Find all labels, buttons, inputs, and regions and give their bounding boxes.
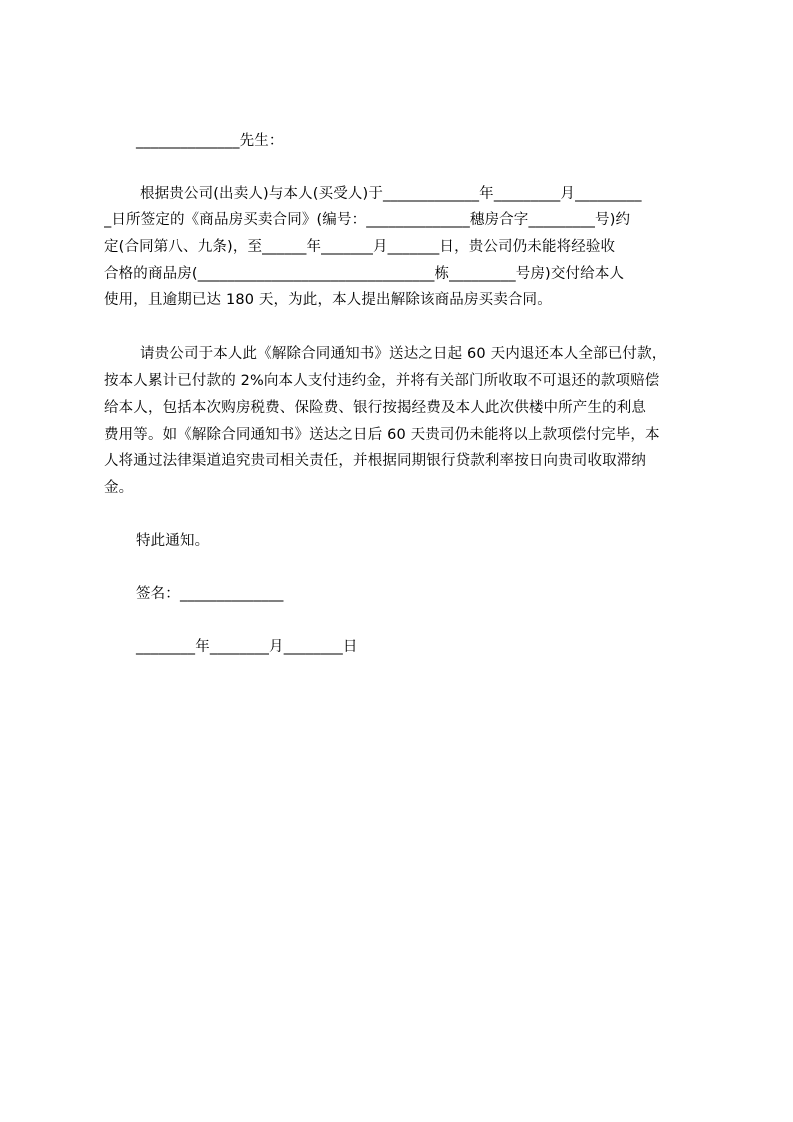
paragraph-2-line: 人将通过法律渠道追究贵司相关责任，并根据同期银行贷款利率按日向贵司收取滞纳	[104, 453, 647, 469]
paragraph-2-line: 给本人，包括本次购房税费、保险费、银行按揭经费及本人此次供楼中所产生的利息	[104, 400, 647, 416]
date-line: ________年________月________日	[136, 639, 358, 655]
salutation-line: ______________先生：	[136, 133, 284, 149]
paragraph-1-line: 合格的商品房(________________________________栋_________号房)交付给本人	[104, 266, 625, 282]
paragraph-2-line: 费用等。如《解除合同通知书》送达之日后 60 天贵司仍未能将以上款项偿付完毕，本	[104, 427, 660, 443]
paragraph-2-line: 按本人累计已付款的 2%向本人支付违约金，并将有关部门所收取不可退还的款项赔偿	[104, 373, 660, 389]
paragraph-1-line: 定(合同第八、九条)，至______年_______月_______日，贵公司仍未能将经验收	[104, 239, 616, 255]
paragraph-2-line: 金。	[104, 480, 134, 496]
paragraph-2-line: 请贵公司于本人此《解除合同通知书》送达之日起 60 天内退还本人全部已付款，	[140, 346, 667, 362]
paragraph-1-line: 使用，且逾期已达 180 天，为此，本人提出解除该商品房买卖合同。	[104, 292, 552, 308]
signature-line: 签名：______________	[136, 586, 284, 602]
notice-line: 特此通知。	[136, 533, 210, 549]
paragraph-1-line: _日所签定的《商品房买卖合同》(编号：______________穗房合字_________号)约	[104, 212, 631, 228]
paragraph-1-line: 根据贵公司(出卖人)与本人(买受人)于_____________年_________月_________	[140, 186, 642, 202]
